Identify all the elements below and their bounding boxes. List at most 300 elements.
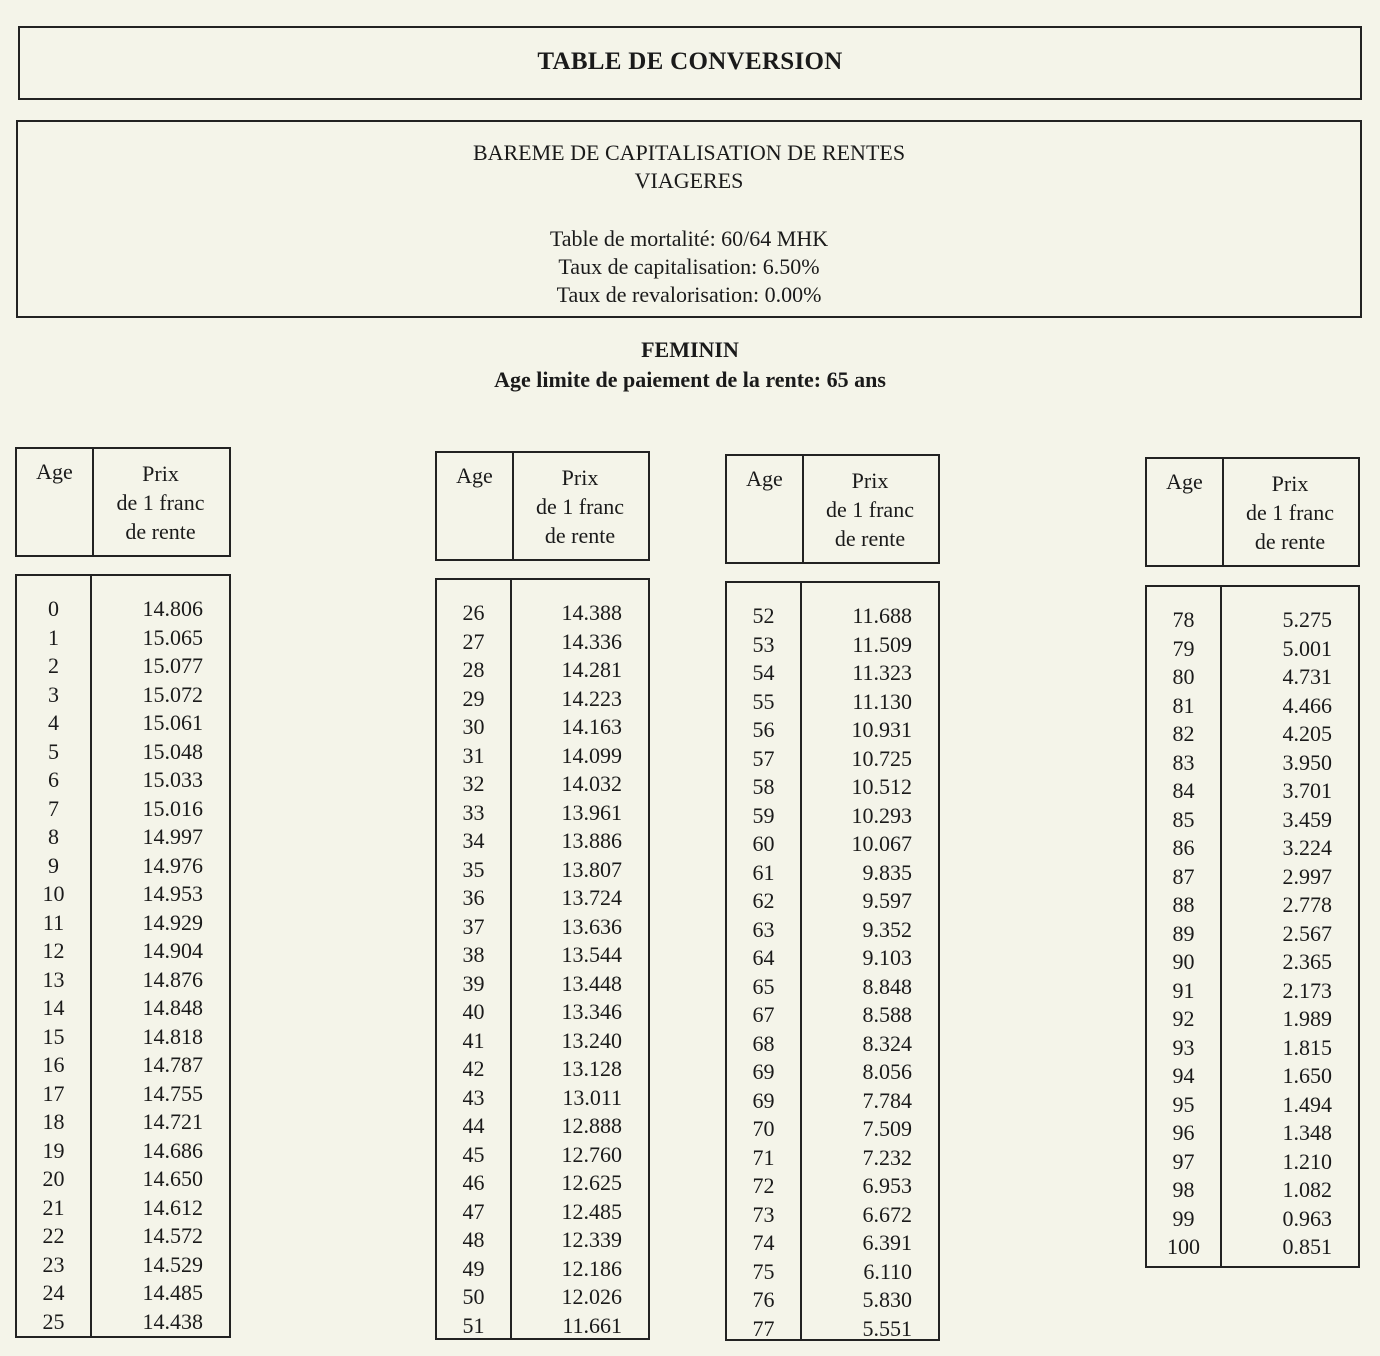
row-price: 13.544 [561, 942, 622, 967]
row-age: 76 [752, 1287, 775, 1312]
row-price: 14.721 [142, 1109, 203, 1134]
column-header-prix-line: Prix [561, 465, 599, 490]
row-age: 74 [752, 1230, 775, 1255]
row-age: 33 [462, 799, 485, 825]
table-row [727, 1144, 938, 1173]
row-price: 14.032 [561, 771, 622, 796]
row-price: 14.438 [142, 1308, 203, 1334]
row-price: 12.485 [561, 1198, 622, 1224]
row-age: 67 [752, 1002, 775, 1027]
row-age: 88 [1172, 892, 1195, 917]
row-price: 1.210 [1282, 1148, 1332, 1174]
table-row [437, 941, 648, 970]
table-row [17, 909, 229, 938]
table-header [725, 454, 940, 564]
row-price: 5.001 [1282, 635, 1332, 661]
row-age: 50 [462, 1284, 485, 1309]
row-price: 14.976 [142, 852, 203, 878]
row-age: 3 [48, 681, 59, 707]
table-row [437, 770, 648, 799]
row-age: 89 [1172, 920, 1195, 946]
row-age: 56 [752, 717, 775, 742]
row-age: 96 [1172, 1120, 1195, 1145]
row-age: 91 [1172, 977, 1195, 1003]
capitalisation-rate: Taux de capitalisation: 6.50% [558, 254, 820, 279]
row-price: 2.173 [1282, 977, 1332, 1003]
column-header-prix [1222, 469, 1358, 556]
row-price: 2.567 [1282, 920, 1332, 946]
row-age: 87 [1172, 863, 1195, 889]
row-price: 14.529 [142, 1251, 203, 1277]
row-price: 6.953 [862, 1173, 912, 1198]
age-limit-note: Age limite de paiement de la rente: 65 ans [494, 367, 886, 392]
title-box [18, 26, 1362, 100]
row-age: 23 [42, 1251, 65, 1277]
row-price: 14.336 [561, 628, 622, 654]
table-body [435, 578, 650, 1340]
table-header [15, 447, 231, 557]
table-row [727, 1058, 938, 1087]
row-age: 16 [42, 1052, 65, 1077]
row-age: 1 [48, 624, 59, 650]
column-header-prix [92, 459, 229, 546]
table-row [1147, 920, 1358, 949]
row-price: 1.494 [1282, 1091, 1332, 1117]
table-row [1147, 1119, 1358, 1148]
row-price: 15.065 [142, 624, 203, 650]
column-header-prix-line: Prix [1271, 471, 1309, 496]
row-age: 6 [48, 767, 59, 792]
row-price: 9.103 [862, 945, 912, 970]
row-price: 14.806 [142, 596, 203, 621]
table-row [17, 880, 229, 909]
row-age: 80 [1172, 664, 1195, 689]
table-row [1147, 1176, 1358, 1205]
row-age: 28 [462, 657, 485, 682]
table-row [437, 656, 648, 685]
table-row [17, 1194, 229, 1223]
row-price: 14.485 [142, 1280, 203, 1305]
row-age: 100 [1167, 1234, 1200, 1259]
table-row [437, 1198, 648, 1227]
row-price: 11.323 [852, 660, 912, 685]
table-row [727, 973, 938, 1002]
table-row [727, 745, 938, 774]
row-price: 7.509 [862, 1116, 912, 1141]
row-price: 3.701 [1282, 778, 1332, 803]
row-price: 14.929 [142, 909, 203, 935]
row-price: 14.904 [142, 938, 203, 963]
table-row [1147, 1205, 1358, 1234]
row-age: 69 [752, 1059, 775, 1084]
row-price: 2.997 [1282, 863, 1332, 889]
revalorisation-rate: Taux de revalorisation: 0.00% [556, 282, 822, 307]
bareme-title-line1: BAREME DE CAPITALISATION DE RENTES [472, 140, 906, 165]
column-header-prix-line: Prix [142, 461, 179, 486]
row-price: 0.963 [1282, 1205, 1332, 1231]
row-age: 60 [752, 831, 775, 856]
row-price: 10.067 [851, 831, 912, 856]
row-price: 14.650 [142, 1166, 203, 1191]
row-price: 14.876 [142, 966, 203, 992]
row-age: 65 [752, 973, 775, 999]
table-row [1147, 1091, 1358, 1120]
row-age: 29 [462, 685, 485, 711]
row-price: 1.815 [1282, 1034, 1332, 1060]
table-row [437, 1055, 648, 1084]
row-price: 8.588 [862, 1002, 912, 1027]
table-row [1147, 720, 1358, 749]
table-row [17, 1108, 229, 1137]
row-age: 58 [752, 774, 775, 799]
row-price: 13.346 [561, 999, 622, 1024]
row-price: 7.784 [862, 1087, 912, 1113]
column-header-prix-line: Prix [851, 468, 889, 493]
row-age: 53 [752, 631, 775, 657]
row-price: 8.056 [862, 1059, 912, 1084]
row-age: 21 [42, 1194, 65, 1220]
row-price: 9.835 [862, 859, 912, 885]
row-price: 13.240 [561, 1027, 622, 1053]
table-row [17, 681, 229, 710]
table-row [727, 631, 938, 660]
column-header-prix-line: de rente [834, 526, 906, 551]
table-row [17, 595, 229, 624]
row-price: 15.048 [142, 738, 203, 764]
table-row [1147, 606, 1358, 635]
table-row [1147, 806, 1358, 835]
row-price: 1.650 [1282, 1063, 1332, 1088]
row-age: 94 [1172, 1063, 1195, 1088]
row-age: 4 [48, 710, 59, 735]
table-row [1147, 1005, 1358, 1034]
row-age: 14 [42, 995, 65, 1020]
table-row [437, 970, 648, 999]
row-age: 10 [42, 881, 65, 906]
table-row [437, 713, 648, 742]
row-price: 14.953 [142, 881, 203, 906]
table-row [727, 859, 938, 888]
row-age: 52 [752, 603, 775, 628]
column-header-prix-line: de rente [544, 523, 616, 548]
table-row [17, 795, 229, 824]
row-price: 14.388 [561, 600, 622, 625]
row-age: 26 [462, 600, 485, 625]
table-row [727, 830, 938, 859]
table-row [437, 913, 648, 942]
table-row [437, 1169, 648, 1198]
table-row [727, 944, 938, 973]
table-row [1147, 863, 1358, 892]
table-row [727, 688, 938, 717]
row-price: 1.989 [1282, 1006, 1332, 1031]
row-age: 2 [48, 653, 59, 678]
row-age: 5 [48, 738, 59, 764]
table-header [435, 451, 650, 561]
table-row [727, 1229, 938, 1258]
row-price: 14.848 [142, 995, 203, 1020]
row-age: 9 [48, 852, 59, 878]
row-price: 2.365 [1282, 949, 1332, 974]
table-row [437, 1084, 648, 1113]
row-price: 15.016 [142, 795, 203, 821]
row-age: 73 [752, 1201, 775, 1227]
row-price: 12.186 [561, 1255, 622, 1281]
row-age: 98 [1172, 1177, 1195, 1202]
row-age: 31 [462, 742, 485, 768]
row-age: 34 [462, 828, 485, 853]
row-price: 3.950 [1282, 749, 1332, 775]
table-row [17, 1023, 229, 1052]
row-age: 48 [462, 1227, 485, 1252]
row-price: 11.688 [852, 603, 912, 628]
table-row [1147, 1233, 1358, 1262]
row-age: 68 [752, 1030, 775, 1056]
column-header-age: Age [746, 466, 783, 491]
column-header-age: Age [36, 459, 73, 484]
row-price: 4.205 [1282, 721, 1332, 746]
row-price: 12.625 [561, 1170, 622, 1195]
table-body [1145, 585, 1360, 1268]
table-row [727, 659, 938, 688]
table-row [727, 716, 938, 745]
row-age: 0 [48, 596, 59, 621]
table-row [1147, 1148, 1358, 1177]
row-age: 37 [462, 913, 485, 939]
table-row [1147, 749, 1358, 778]
row-price: 5.275 [1282, 607, 1332, 632]
table-row [17, 766, 229, 795]
row-age: 7 [48, 795, 59, 821]
table-row [727, 802, 938, 831]
table-row [17, 652, 229, 681]
table-row [437, 599, 648, 628]
table-body [15, 574, 231, 1338]
row-age: 70 [752, 1116, 775, 1141]
row-age: 97 [1172, 1148, 1195, 1174]
row-age: 42 [462, 1056, 485, 1081]
table-row [727, 1315, 938, 1344]
table-row [17, 1222, 229, 1251]
table-row [437, 827, 648, 856]
row-price: 14.572 [142, 1223, 203, 1248]
row-age: 32 [462, 771, 485, 796]
page-title: TABLE DE CONVERSION [537, 48, 843, 75]
row-price: 0.851 [1282, 1234, 1332, 1259]
row-age: 24 [42, 1280, 65, 1305]
table-row [1147, 635, 1358, 664]
row-age: 20 [42, 1166, 65, 1191]
row-price: 5.551 [862, 1315, 912, 1341]
row-price: 6.672 [862, 1201, 912, 1227]
table-row [437, 1027, 648, 1056]
table-row [437, 685, 648, 714]
row-price: 3.224 [1282, 835, 1332, 860]
row-price: 14.686 [142, 1137, 203, 1163]
column-header-prix-line: de 1 franc [826, 497, 914, 522]
row-age: 13 [42, 966, 65, 992]
row-price: 12.026 [561, 1284, 622, 1309]
row-age: 30 [462, 714, 485, 739]
row-age: 11 [42, 909, 65, 935]
row-age: 90 [1172, 949, 1195, 974]
row-price: 10.512 [851, 774, 912, 799]
row-price: 15.033 [142, 767, 203, 792]
row-age: 92 [1172, 1006, 1195, 1031]
row-price: 1.348 [1282, 1120, 1332, 1145]
row-age: 25 [42, 1308, 65, 1334]
row-age: 39 [462, 970, 485, 996]
column-header-age: Age [1166, 469, 1203, 494]
row-price: 12.339 [561, 1227, 622, 1252]
row-age: 47 [462, 1198, 485, 1224]
row-price: 13.807 [561, 856, 622, 882]
table-row [727, 1087, 938, 1116]
row-age: 36 [462, 885, 485, 910]
column-header-prix-line: de 1 franc [116, 490, 205, 515]
table-row [437, 1283, 648, 1312]
row-age: 45 [462, 1141, 485, 1167]
table-row [17, 738, 229, 767]
table-row [17, 966, 229, 995]
row-price: 8.324 [862, 1030, 912, 1056]
row-age: 35 [462, 856, 485, 882]
table-row [1147, 948, 1358, 977]
table-row [727, 916, 938, 945]
row-age: 63 [752, 916, 775, 942]
row-age: 18 [42, 1109, 65, 1134]
row-age: 27 [462, 628, 485, 654]
row-price: 14.818 [142, 1023, 203, 1049]
table-row [17, 823, 229, 852]
table-row [727, 1258, 938, 1287]
table-row [1147, 663, 1358, 692]
row-price: 11.130 [852, 688, 912, 714]
row-price: 11.509 [852, 631, 912, 657]
row-age: 17 [42, 1080, 65, 1106]
table-row [17, 1080, 229, 1109]
row-age: 93 [1172, 1034, 1195, 1060]
table-row [727, 602, 938, 631]
column-header-prix-line: de 1 franc [1246, 500, 1334, 525]
row-age: 77 [752, 1315, 775, 1341]
row-age: 95 [1172, 1091, 1195, 1117]
row-price: 13.636 [561, 913, 622, 939]
table-header [1145, 457, 1360, 567]
row-age: 55 [752, 688, 775, 714]
table-row [1147, 1062, 1358, 1091]
table-row [437, 799, 648, 828]
table-row [727, 1172, 938, 1201]
row-age: 49 [462, 1255, 485, 1281]
row-price: 12.760 [561, 1141, 622, 1167]
row-price: 14.163 [561, 714, 622, 739]
row-age: 57 [752, 745, 775, 771]
row-age: 59 [752, 802, 775, 828]
row-price: 6.391 [862, 1230, 912, 1255]
table-row [17, 1279, 229, 1308]
row-price: 10.725 [851, 745, 912, 771]
row-age: 43 [462, 1084, 485, 1110]
section-heading: FEMININ [641, 337, 739, 362]
row-price: 3.459 [1282, 806, 1332, 832]
row-age: 54 [752, 660, 775, 685]
column-header-prix [802, 466, 938, 553]
table-row [1147, 977, 1358, 1006]
table-row [1147, 1034, 1358, 1063]
row-price: 7.232 [862, 1144, 912, 1170]
row-age: 62 [752, 888, 775, 913]
table-row [437, 884, 648, 913]
row-price: 12.888 [561, 1113, 622, 1138]
table-row [437, 998, 648, 1027]
row-age: 79 [1172, 635, 1195, 661]
table-row [17, 1137, 229, 1166]
column-header-prix-line: de rente [1254, 529, 1326, 554]
row-age: 72 [752, 1173, 775, 1198]
table-row [17, 994, 229, 1023]
table-row [17, 1165, 229, 1194]
table-row [17, 624, 229, 653]
table-row [1147, 891, 1358, 920]
row-age: 38 [462, 942, 485, 967]
table-row [17, 709, 229, 738]
row-price: 13.724 [561, 885, 622, 910]
row-price: 2.778 [1282, 892, 1332, 917]
row-price: 13.011 [562, 1084, 622, 1110]
column-header-age: Age [456, 463, 493, 488]
row-price: 14.099 [561, 742, 622, 768]
row-age: 22 [42, 1223, 65, 1248]
row-price: 4.731 [1282, 664, 1332, 689]
row-age: 19 [42, 1137, 65, 1163]
table-row [727, 1115, 938, 1144]
table-row [437, 1112, 648, 1141]
row-age: 86 [1172, 835, 1195, 860]
row-age: 78 [1172, 607, 1195, 632]
row-price: 14.787 [142, 1052, 203, 1077]
row-price: 1.082 [1282, 1177, 1332, 1202]
table-row [437, 1255, 648, 1284]
table-row [17, 1251, 229, 1280]
row-age: 69 [752, 1087, 775, 1113]
row-age: 81 [1172, 692, 1195, 718]
table-row [17, 1051, 229, 1080]
table-row [17, 1308, 229, 1337]
row-price: 13.961 [561, 799, 622, 825]
row-age: 85 [1172, 806, 1195, 832]
row-age: 64 [752, 945, 775, 970]
row-price: 9.597 [862, 888, 912, 913]
table-row [437, 856, 648, 885]
bareme-title-line2: VIAGERES [634, 168, 744, 193]
row-price: 15.072 [142, 681, 203, 707]
table-row [1147, 777, 1358, 806]
row-price: 14.281 [561, 657, 622, 682]
table-row [437, 742, 648, 771]
row-age: 61 [752, 859, 775, 885]
table-row [727, 1286, 938, 1315]
table-row [727, 1201, 938, 1230]
table-row [727, 1030, 938, 1059]
table-row [727, 1001, 938, 1030]
row-age: 44 [462, 1113, 485, 1138]
row-age: 71 [752, 1144, 775, 1170]
row-age: 41 [462, 1027, 485, 1053]
row-age: 83 [1172, 749, 1195, 775]
table-row [17, 852, 229, 881]
row-price: 15.077 [142, 653, 203, 678]
